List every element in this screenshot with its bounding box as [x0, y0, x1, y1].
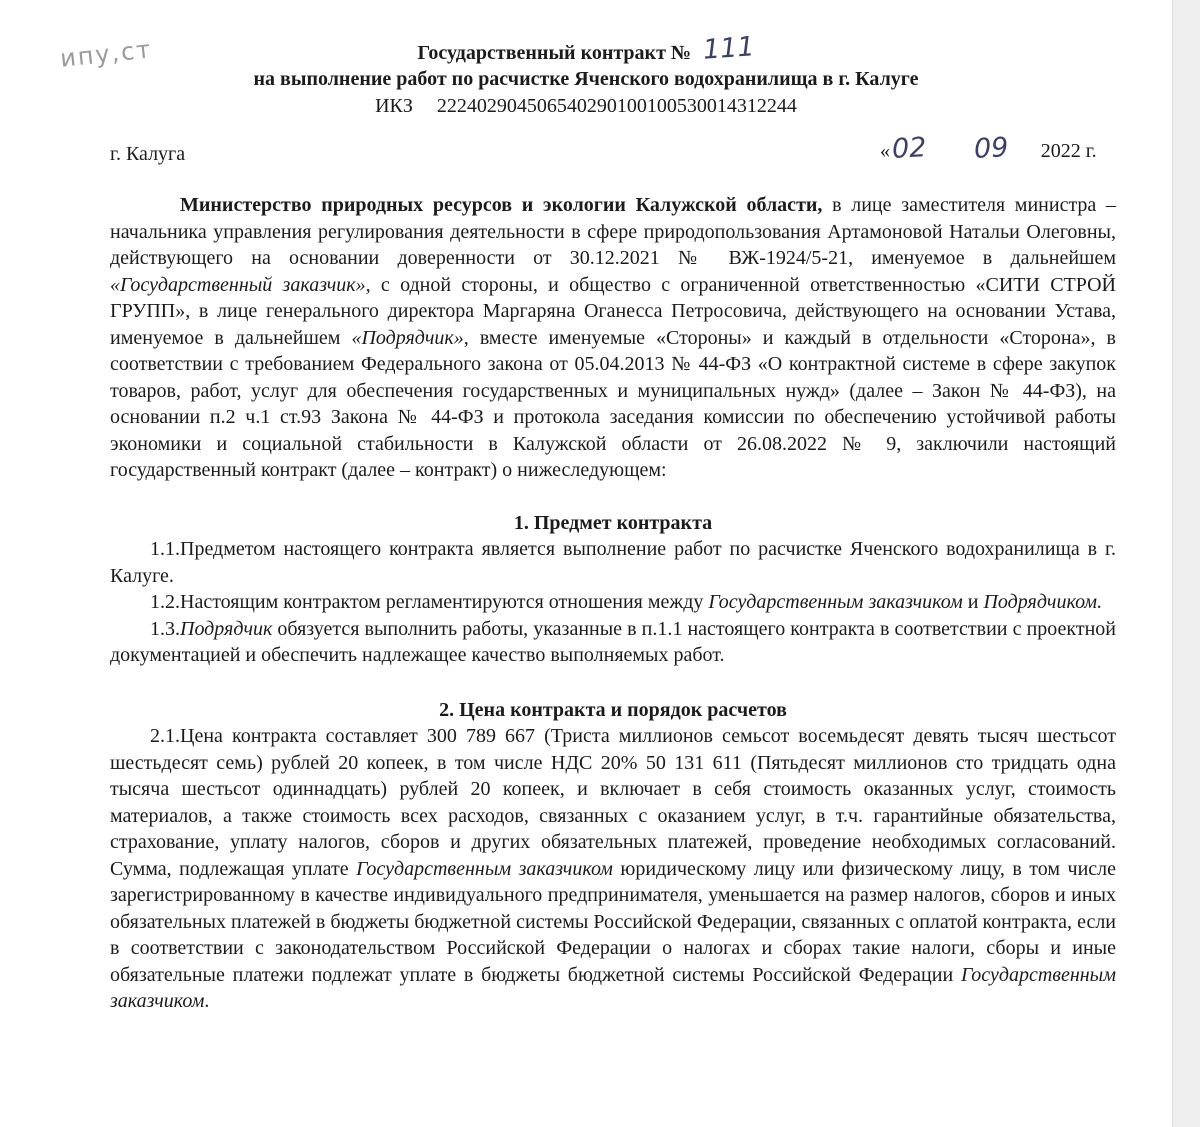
clause-1-3-text: обязуется выполнить работы, указанные в п.1.1 настоящего контракта в соответствии с проектной документацией и обеспечить надлежащее качество выполняемых работ.	[110, 617, 1116, 666]
clause-2-1-customer: Государственным заказчиком	[356, 857, 613, 880]
clause-1-2-text: 1.2.Настоящим контрактом регламентируются отношения между	[150, 591, 709, 613]
ikz-value: 222402904506540290100100530014312244	[436, 95, 797, 117]
clause-2-1-customer-2: Государственным заказчиком	[110, 963, 1116, 1012]
intro-text-1: в лице заместителя министра – начальника управления регулирования деятельности в сфере природопользования Артамоновой Натальи Олеговны, действующего на основании доверенности от 30.12.2021 № ВЖ-1924/5-21, именуемое в дальнейшем	[110, 194, 1117, 269]
clause-1-3-number: 1.3.	[150, 617, 180, 640]
clause-1-3-contractor: Подрядчик	[180, 617, 273, 640]
intro-text-3: , вместе именуемые «Стороны» и каждый в отдельности «Сторона», в соответствии с требованием Федерального закона от 05.04.2013 № 44-ФЗ «О контрактной системе в сфере закупок товаров, работ, услуг для обеспечения государственных и муниципальных нужд» (далее – Закон № 44-ФЗ), на основании п.2 ч.1 ст.93 Закона № 44-ФЗ и протокола заседания комиссии по обеспечению устойчивой работы экономики и социальной стабильности в Калужской области от 26.08.2022 № 9, заключили настоящий государственный контракт (далее – контракт) о нижеследующем:	[110, 326, 1116, 481]
ministry-name: Министерство природных ресурсов и экологии Калужской области,	[180, 194, 823, 216]
date-month-handwritten: 09	[973, 132, 1010, 165]
contract-number-handwritten: 111	[701, 31, 756, 66]
intro-paragraph	[110, 192, 1116, 484]
clause-2-1-end: .	[204, 990, 210, 1012]
contract-subtitle: на выполнение работ по расчистке Яченского водохранилища в г. Калуге	[253, 68, 919, 90]
clause-2-1-text-2: юридическому лицу или физическому лицу, в том числе зарегистрированному в качестве индивидуального предпринимателя, уменьшается на размер налогов, сборов и иных обязательных платежей в бюджеты бюджетной системы Российской Федерации, связанных с оплатой контракта, если в соответствии с законодательством Российской Федерации о налогах и сборах такие налоги, сборы и иные обязательные платежи подлежат уплате в бюджеты бюджетной системы Российской Федерации	[110, 857, 1117, 986]
clause-1-3	[110, 616, 1116, 669]
clause-1-2-contractor: Подрядчиком.	[983, 591, 1103, 613]
scan-edge	[1172, 0, 1200, 1127]
clause-1-1: 1.1.Предметом настоящего контракта является выполнение работ по расчистке Яченского водохранилища в г. Калуге.	[110, 538, 1116, 587]
contract-header	[0, 31, 1172, 120]
contract-body	[110, 192, 1116, 1015]
date-day-handwritten: 02	[891, 132, 928, 165]
clause-1-2-customer: Государственным заказчиком	[708, 591, 963, 613]
section-2-title: 2. Цена контракта и порядок расчетов	[439, 698, 787, 721]
date-open-quote: «	[880, 140, 890, 162]
clause-2-1	[110, 723, 1116, 1015]
clause-2-1-text-1: 2.1.Цена контракта составляет 300 789 667 (Триста миллионов семьсот восемьдесят девять тысяч шестьсот шестьдесят семь) рублей 20 копеек, в том числе НДС 20% 50 131 611 (Пятьдесят миллионов сто тридцать одна тысяча шестьсот одиннадцать) рублей 20 копеек, и включает в себя стоимость оказанных услуг, стоимость материалов, а также стоимость всех расходов, связанных с оказанием услуг, в т.ч. гарантийные обязательства, страхование, уплату налогов, сборов и других обязательных платежей, проведение необходимых согласований. Сумма, подлежащая уплате	[110, 725, 1116, 880]
intro-text-2: , с одной стороны, и общество с ограниченной ответственностью «СИТИ СТРОЙ ГРУПП», в лице генерального директора Маргаряна Оганесса Петросовича, действующего на основании Устава, именуемое в дальнейшем	[110, 273, 1116, 349]
date-year: 2022 г.	[1040, 140, 1097, 162]
place: г. Калуга	[110, 143, 186, 165]
section-1-title: 1. Предмет контракта	[513, 511, 713, 534]
contractor-term: «Подрядчик»	[351, 326, 464, 349]
clause-1-2	[110, 589, 1116, 616]
customer-term: «Государственный заказчик»	[110, 273, 366, 296]
clause-1-2-and: и	[962, 591, 984, 613]
ikz-label: ИКЗ	[375, 95, 413, 117]
margin-handwritten-mark: ипу,ст	[58, 35, 154, 73]
contract-date	[880, 133, 1097, 164]
contract-title: Государственный контракт №	[417, 42, 691, 64]
ikz-line	[0, 92, 1172, 120]
contract-title-line	[0, 31, 1172, 66]
